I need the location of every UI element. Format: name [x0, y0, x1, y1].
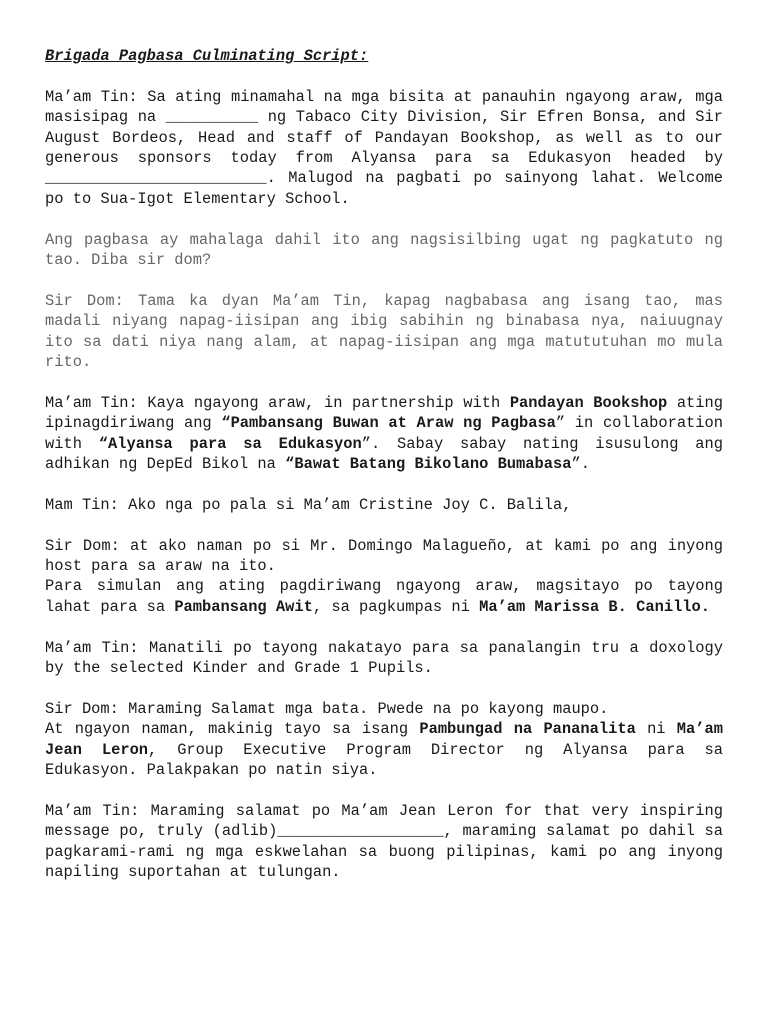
text-segment: ating ipinagdiriwang ang [45, 393, 723, 433]
text-segment: , sa pagkumpas ni [312, 597, 480, 616]
paragraph-sir-dom-reply: Sir Dom: Tama ka dyan Ma’am Tin, kapag nagbabasa ang isang tao, mas madali niyang napag-iisipan ang ibig sabihin ng binabasa nya, naiuugnay ito sa dati niya nang alam, at napag-iisipan ang mga matututuhan mo mula rito. [45, 291, 723, 372]
text-segment: , Group Executive Program Director ng Alyansa para sa Edukasyon. Palakpakan po natin siya. [45, 740, 723, 780]
paragraph-sir-dom-intro: Sir Dom: at ako naman po si Mr. Domingo Malagueño, at kami po ang inyong host para sa araw na ito. [45, 536, 723, 576]
script-title: Brigada Pagbasa Culminating Script: [45, 47, 369, 65]
paragraph-opening-remarks [45, 719, 723, 780]
paragraph-thanks-jean: Ma’am Tin: Maraming salamat po Ma’am Jean Leron for that very inspiring message po, truly (adlib)__________________, maraming salamat po dahil sa pagkarami-rami ng mga eskwelahan sa buong pilipinas, kami po ang inyong napiling suportahan at tulungan. [45, 801, 723, 882]
bold-jean-leron: Ma’am Jean Leron [45, 720, 723, 759]
text-segment: ni [635, 720, 677, 739]
paragraph-welcome: Ma’am Tin: Sa ating minamahal na mga bisita at panauhin ngayong araw, mga masisipag na __________ ng Tabaco City Division, Sir Efren Bonsa, and Sir August Bordeos, Head and staff of Pandayan Bookshop, as well as to our generous sponsors today from Alyansa para sa Edukasyon headed by ________________________. Malugod na pagbati po sainyong lahat. Welcome po to Sua-Igot Elementary School. [45, 87, 723, 208]
bold-marissa-canillo: Ma’am Marissa B. Canillo. [479, 597, 711, 616]
text-segment: ”. Sabay sabay nating isusulong ang adhikan ng DepEd Bikol na [45, 434, 723, 474]
bold-buwan-ng-pagbasa: “Pambansang Buwan at Araw ng Pagbasa [221, 414, 556, 433]
paragraph-prayer: Ma’am Tin: Manatili po tayong nakatayo para sa panalangin tru a doxology by the selected Kinder and Grade 1 Pupils. [45, 638, 723, 678]
paragraph-thanks-kids: Sir Dom: Maraming Salamat mga bata. Pwede na po kayong maupo. [45, 699, 609, 718]
bold-pambansang-awit: Pambansang Awit [174, 597, 313, 616]
bold-pambungad: Pambungad na Pananalita [419, 720, 636, 739]
text-segment: ” in collaboration with [45, 414, 724, 453]
paragraph-mam-tin-intro: Mam Tin: Ako nga po pala si Ma’am Cristine Joy C. Balila, [45, 495, 572, 514]
text-segment: Para simulan ang ating pagdiriwang ngayong araw, magsitayo po tayong lahat para sa [45, 577, 723, 616]
text-segment: At ngayon naman, makinig tayo sa isang [45, 720, 420, 739]
paragraph-national-anthem [45, 576, 723, 617]
bold-pandayan-bookshop: Pandayan Bookshop [509, 393, 668, 412]
bold-bawat-batang: “Bawat Batang Bikolano Bumabasa [285, 455, 572, 474]
text-segment: Ma’am Tin: Kaya ngayong araw, in partnership with [45, 393, 510, 412]
paragraph-importance: Ang pagbasa ay mahalaga dahil ito ang nagsisilbing ugat ng pagkatuto ng tao. Diba sir dom? [45, 230, 723, 270]
bold-alyansa: “Alyansa para sa Edukasyon [98, 434, 362, 453]
paragraph-partnership [45, 393, 723, 475]
document-page [45, 46, 723, 903]
text-segment: ”. [571, 455, 590, 474]
